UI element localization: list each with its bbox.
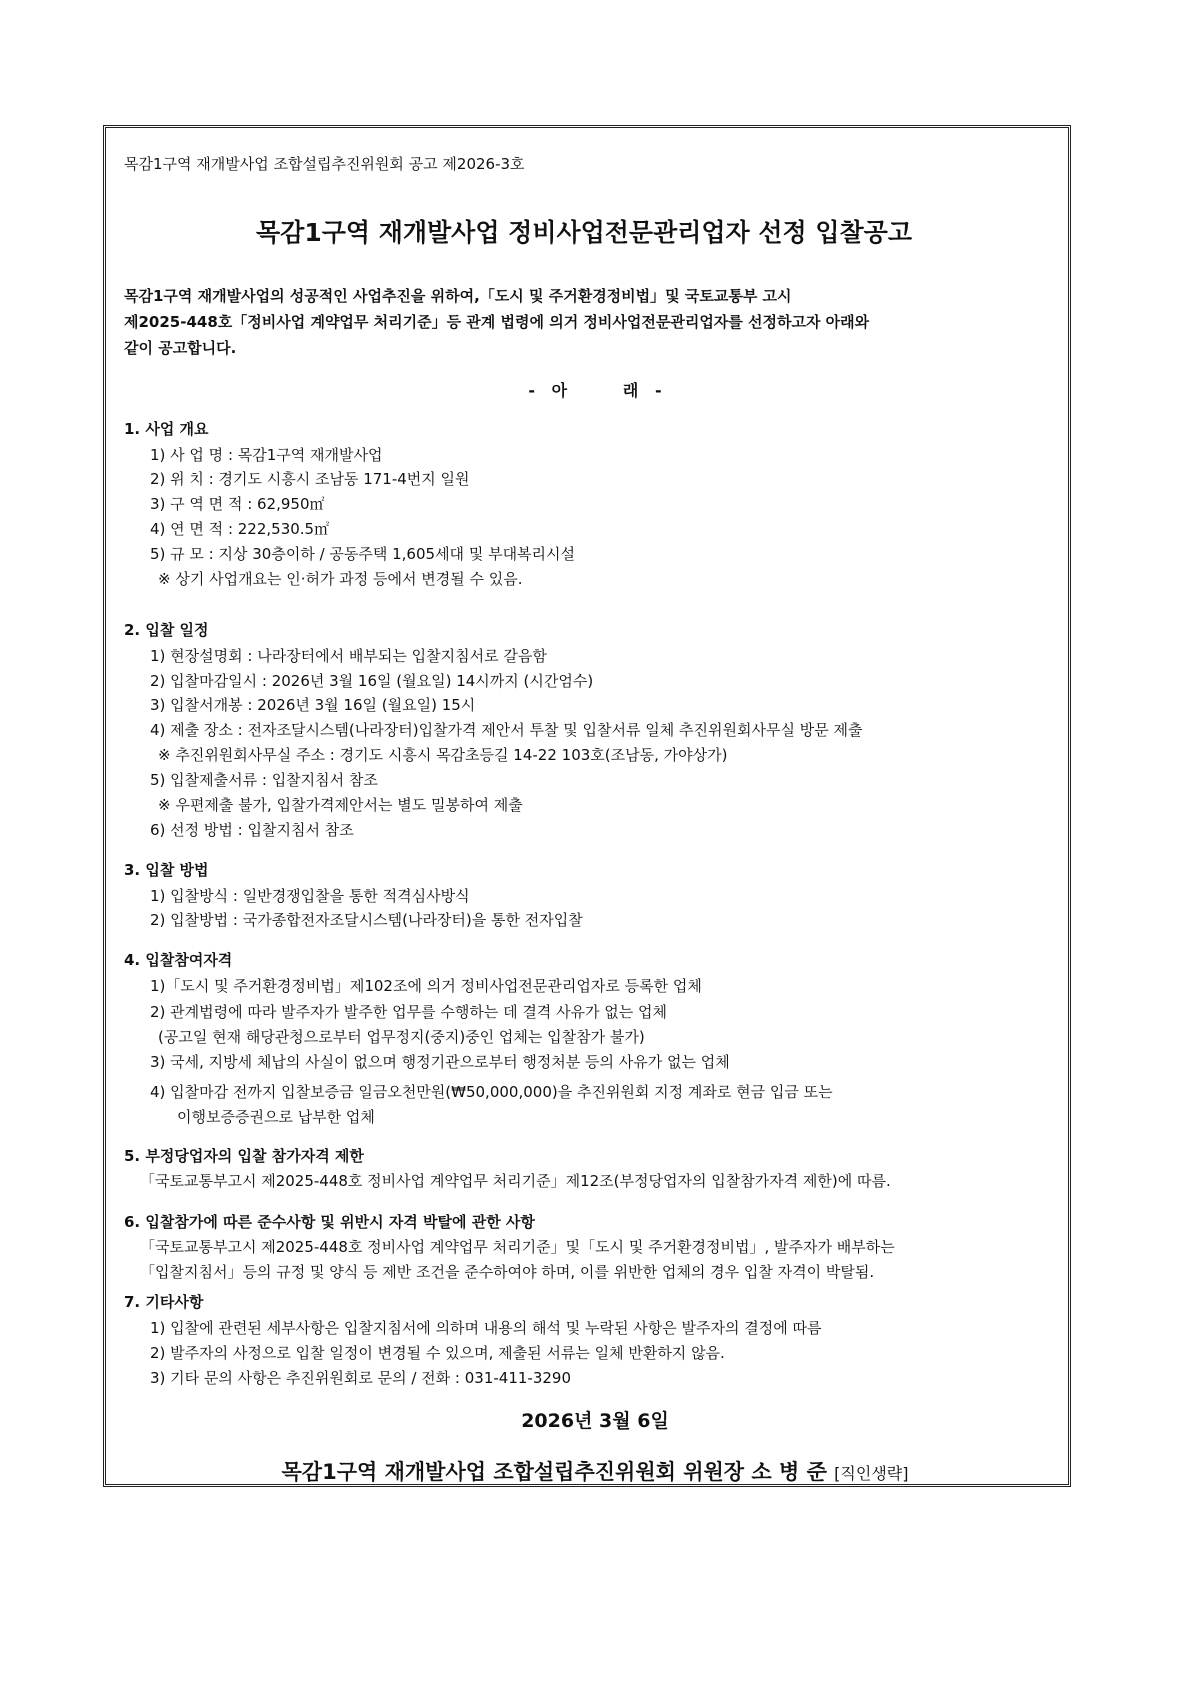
signature-line	[0, 1456, 1190, 1486]
intro-line: 제2025-448호「정비사업 계약업무 처리기준」등 관계 법령에 의거 정비사업전문관리업자를 선정하고자 아래와	[124, 313, 870, 331]
paragraph: 「국토교통부고시 제2025-448호 정비사업 계약업무 처리기준」제12조(부정당업자의 입찰참가자격 제한)에 따름.	[140, 1172, 891, 1190]
intro-paragraph	[124, 283, 1064, 361]
section-heading: 2. 입찰 일정	[124, 621, 209, 639]
section-heading: 5. 부정당업자의 입찰 참가자격 제한	[124, 1147, 364, 1165]
list-item: 5) 규 모 : 지상 30층이하 / 공동주택 1,605세대 및 부대복리시설	[150, 545, 576, 563]
notice-number: 목감1구역 재개발사업 조합설립추진위원회 공고 제2026-3호	[124, 155, 525, 173]
list-item: 6) 선정 방법 : 입찰지침서 참조	[150, 821, 354, 839]
note: ※ 우편제출 불가, 입찰가격제안서는 별도 밀봉하여 제출	[158, 796, 523, 814]
list-item-continuation: 이행보증증권으로 납부한 업체	[177, 1108, 375, 1126]
list-item: 5) 입찰제출서류 : 입찰지침서 참조	[150, 771, 378, 789]
note: ※ 상기 사업개요는 인·허가 과정 등에서 변경될 수 있음.	[158, 570, 523, 588]
note: ※ 추진위원회사무실 주소 : 경기도 시흥시 목감초등길 14-22 103호(조남동, 가야상가)	[158, 746, 728, 764]
list-item: 2) 발주자의 사정으로 입찰 일정이 변경될 수 있으며, 제출된 서류는 일체 반환하지 않음.	[150, 1344, 725, 1362]
intro-line: 목감1구역 재개발사업의 성공적인 사업추진을 위하여,「도시 및 주거환경정비법」및 국토교통부 고시	[124, 287, 792, 305]
note: (공고일 현재 해당관청으로부터 업무정지(중지)중인 업체는 입찰참가 불가)	[158, 1028, 645, 1046]
list-item: 3) 입찰서개봉 : 2026년 3월 16일 (월요일) 15시	[150, 696, 476, 714]
document-title: 목감1구역 재개발사업 정비사업전문관리업자 선정 입찰공고	[256, 218, 912, 247]
list-item: 2) 입찰마감일시 : 2026년 3월 16일 (월요일) 14시까지 (시간엄수)	[150, 672, 594, 690]
section-divider-label: - 아 래 -	[528, 381, 662, 400]
seal-note: [직인생략]	[834, 1464, 909, 1483]
section-heading: 7. 기타사항	[124, 1293, 204, 1311]
list-item: 4) 제출 장소 : 전자조달시스템(나라장터)입찰가격 제안서 투찰 및 입찰서류 일체 추진위원회사무실 방문 제출	[150, 721, 863, 739]
list-item: 1) 현장설명회 : 나라장터에서 배부되는 입찰지침서로 갈음함	[150, 647, 547, 665]
section-heading: 6. 입찰참가에 따른 준수사항 및 위반시 자격 박탈에 관한 사항	[124, 1213, 535, 1231]
notice-date: 2026년 3월 6일	[521, 1410, 669, 1432]
list-item: 3) 국세, 지방세 체납의 사실이 없으며 행정기관으로부터 행정처분 등의 사유가 없는 업체	[150, 1053, 730, 1071]
list-item: 2) 위 치 : 경기도 시흥시 조남동 171-4번지 일원	[150, 470, 470, 488]
list-item: 3) 기타 문의 사항은 추진위원회로 문의 / 전화 : 031-411-3290	[150, 1369, 572, 1387]
list-item: 3) 구 역 면 적 : 62,950㎡	[150, 495, 325, 513]
paragraph-line: 「국토교통부고시 제2025-448호 정비사업 계약업무 처리기준」및「도시 및 주거환경정비법」, 발주자가 배부하는	[140, 1238, 895, 1256]
section-heading: 3. 입찰 방법	[124, 861, 209, 879]
list-item: 4) 입찰마감 전까지 입찰보증금 일금오천만원(₩50,000,000)을 추진위원회 지정 계좌로 현금 입금 또는	[150, 1083, 833, 1101]
section-heading: 4. 입찰참여자격	[124, 951, 233, 969]
list-item: 1) 입찰방식 : 일반경쟁입찰을 통한 적격심사방식	[150, 887, 470, 905]
list-item: 2) 관계법령에 따라 발주자가 발주한 업무를 수행하는 데 결격 사유가 없는 업체	[150, 1003, 668, 1021]
list-item: 1) 사 업 명 : 목감1구역 재개발사업	[150, 446, 383, 464]
list-item: 1) 입찰에 관련된 세부사항은 입찰지침서에 의하며 내용의 해석 및 누락된 사항은 발주자의 결정에 따름	[150, 1319, 822, 1337]
list-item: 2) 입찰방법 : 국가종합전자조달시스템(나라장터)을 통한 전자입찰	[150, 911, 583, 929]
list-item: 4) 연 면 적 : 222,530.5㎡	[150, 520, 330, 538]
intro-line: 같이 공고합니다.	[124, 339, 237, 357]
signatory: 목감1구역 재개발사업 조합설립추진위원회 위원장 소 병 준	[281, 1460, 827, 1484]
section-heading: 1. 사업 개요	[124, 420, 209, 438]
paragraph-line: 「입찰지침서」등의 규정 및 양식 등 제반 조건을 준수하여야 하며, 이를 위반한 업체의 경우 입찰 자격이 박탈됨.	[140, 1263, 875, 1281]
list-item: 1)「도시 및 주거환경정비법」제102조에 의거 정비사업전문관리업자로 등록한 업체	[150, 977, 702, 995]
